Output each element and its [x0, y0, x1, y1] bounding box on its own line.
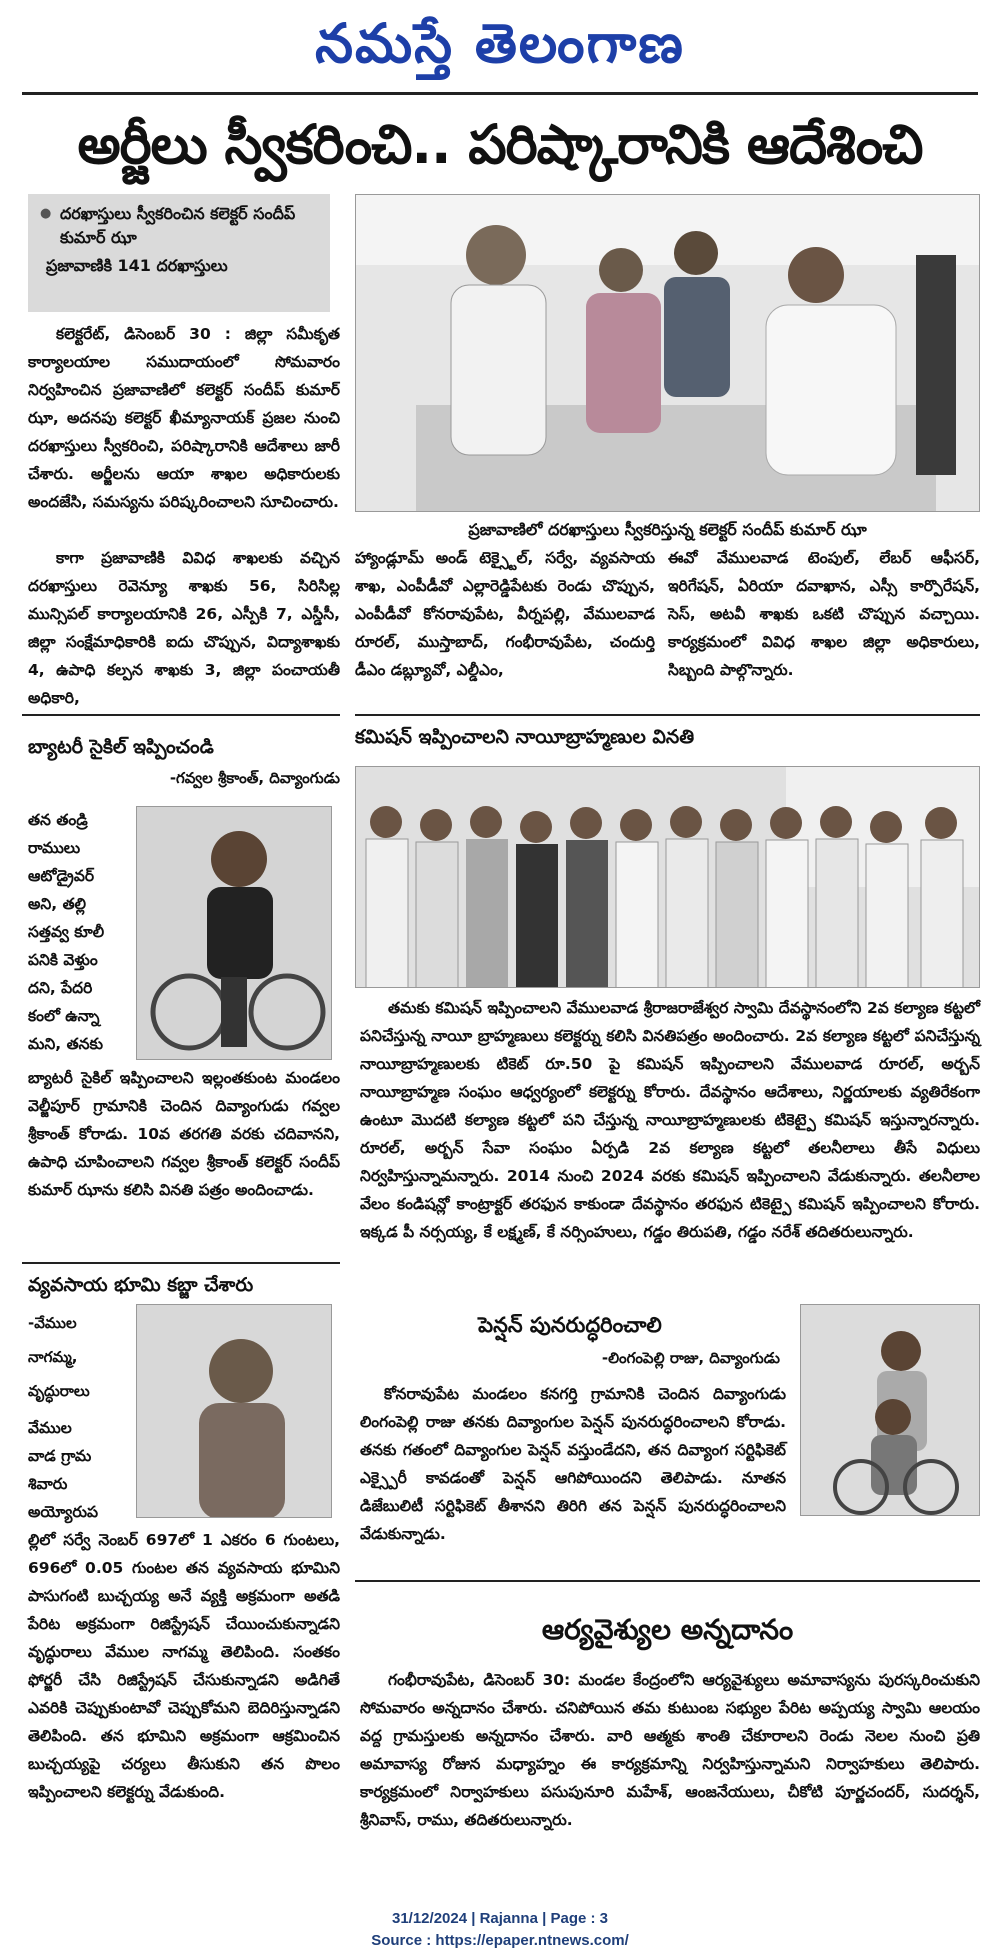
- page-footer: [0, 1908, 1000, 1952]
- pension-byline: -లింగంపెల్లి రాజు, దివ్యాంగుడు: [601, 1349, 780, 1367]
- text-line: అయ్యోరుప: [28, 1503, 98, 1521]
- text-line: నాగమ్మ,: [28, 1348, 78, 1366]
- masthead-logo: నమస్తే తెలంగాణ: [315, 11, 685, 75]
- text-line: తన తండ్రి: [28, 811, 88, 829]
- collector-photo: [355, 194, 980, 512]
- text-line: కంలో ఉన్నా: [28, 1007, 100, 1025]
- text-line: రాములు: [28, 839, 81, 857]
- annadanam-body: గంభీరావుపేట, డిసెంబర్ 30: మండల కేంద్రంలోని ఆర్యవైశ్యులు అమావాస్యను పురస్కరించుకుని సోమవారం అన్నదానం చేశారు. చనిపోయిన తమ కుటుంబ సభ్యుల పేరిట అప్పయ్య స్వామి ఆలయం వద్ద గ్రామస్తులకు అన్నదానం చేశారు. వారి ఆత్మకు శాంతి చేకూరాలని రెండు నెలల నుంచి ప్రతి అమావాస్య రోజున మధ్యాహ్నం ఈ కార్యక్రమాన్ని నిర్వహిస్తున్నామని నిర్వాహకులు తెలిపారు. కార్యక్రమంలో నిర్వాహకులు పసుపునూరి మహేశ్, ఆంజనేయులు, చీకోటి పూర్ణచందర్, సుదర్శన్, శ్రీనివాస్, రాము, తదితరులున్నారు.: [360, 1671, 980, 1829]
- footer-source-line: Source : https://epaper.ntnews.com/: [371, 1932, 629, 1949]
- section-divider: [22, 714, 340, 716]
- text-line: దని, పేదరి: [28, 979, 93, 997]
- text-line: పనికి వెళ్తుం: [28, 951, 98, 969]
- pension-body: కోనరావుపేట మండలం కనగర్తి గ్రామానికి చెందిన దివ్యాంగుడు లింగంపెల్లి రాజు తనకు దివ్యాంగుల పెన్షన్ పునరుద్ధరించాలని కోరాడు. తనకు గతంలో దివ్యాంగుల పెన్షన్ వస్తుండేదని, తన దివ్యాంగ సర్టిఫికెట్ ఎక్స్పైరీ కావడంతో పెన్షన్ ఆగిపోయిందని తెలిపాడు. నూతన డిజేబులిటీ సర్టిఫికెట్ తీశానని తిరిగి తన పెన్షన్ పునరుద్ధరించాలని వేడుకున్నాడు.: [360, 1385, 786, 1543]
- srikanth-photo: [136, 806, 332, 1060]
- text-line: వృద్ధురాలు: [28, 1382, 90, 1400]
- footer-date-line: 31/12/2024 | Rajanna | Page : 3: [391, 1910, 608, 1927]
- pension-title: పెన్షన్ పునరుద్ధరించాలి: [478, 1313, 662, 1337]
- section-divider: [22, 1262, 340, 1264]
- group-photo: [355, 766, 980, 988]
- battery-body: బ్యాటరీ సైకిల్ ఇప్పించాలని ఇల్లంతకుంట మండలం వెల్జీపూర్ గ్రామానికి చెందిన దివ్యాంగుడు గవ్వల శ్రీకాంత్ కోరాడు. 10వ తరగతి వరకు చదివానని, ఉపాధి చూపించాలని గవ్వల శ్రీకాంత్ కలెక్టర్ సందీప్ కుమార్ ఝాను కలిసి వినతి పత్రం అందించాడు.: [28, 1069, 340, 1199]
- land-body: ల్లిలో సర్వే నెంబర్ 697లో 1 ఎకరం 6 గుంటలు, 696లో 0.05 గుంటల తన వ్యవసాయ భూమిని పాసుగంటి బుచ్చయ్య అనే వ్యక్తి అక్రమంగా అతడి పేరిట అక్రమంగా రిజిస్ట్రేషన్ చేయించుకున్నాడని వృద్ధురాలు వేముల నాగమ్మ తెలిపింది. సంతకం ఫోర్జరీ చేసి రిజిస్ట్రేషన్ చేసుకున్నాడని అడిగితే ఎవరికి చెప్పుకుంటావో చెప్పుకోమని బెదిరిస్తున్నాడని తెలిపింది. తన భూమిని అక్రమంగా ఆక్రమించిన బుచ్చయ్యపై చర్యలు తీసుకుని తన పొలం ఇప్పించాలని కలెక్టర్ను వేడుకుంది.: [28, 1531, 340, 1801]
- top-divider: [22, 92, 978, 95]
- annadanam-title: ఆర్యవైశ్యుల అన్నదానం: [541, 1613, 794, 1646]
- text-line: సత్తవ్వ కూలీ: [28, 923, 105, 941]
- section-divider: [355, 714, 980, 716]
- text-line: వాడ గ్రామ: [28, 1447, 92, 1465]
- main-story-col2: హ్యాండ్లూమ్ అండ్ టెక్స్టైల్, సర్వే, వ్యవసాయ శాఖ, ఎంపీడీవో ఎల్లారెడ్డిపేటకు రెండు చొప్పున, ఎంపీడీవో కోనరావుపేట, వీర్నపల్లి, వేములవాడ రూరల్, ముస్తాబాద్, గంభీరావుపేట, చందుర్తి డీఎం డబ్ల్యూవో, ఎల్డీఎం,: [355, 549, 655, 679]
- raju-photo: [800, 1304, 980, 1516]
- main-story-para1: కలెక్టరేట్, డిసెంబర్ 30 : జిల్లా సమీకృత కార్యాలయాల సముదాయంలో సోమవారం నిర్వహించిన ప్రజావాణిలో కలెక్టర్ సందీప్ కుమార్ ఝా, అదనపు కలెక్టర్ ఖీమ్యానాయక్ ప్రజల నుంచి దరఖాస్తులు స్వీకరించి, పరిష్కారానికి ఆదేశాలు జారీ చేశారు. అర్జీలను ఆయా శాఖల అధికారులకు అందజేసి, సమస్యను పరిష్కరించాలని సూచించారు.: [28, 325, 340, 511]
- main-story-col3: ఈవో వేములవాడ టెంపుల్, లేబర్ ఆఫీసర్, ఇరిగేషన్, ఏరియా దవాఖాన, ఎస్సీ కార్పొరేషన్, సెస్, అటవీ శాఖకు ఒకటి చొప్పున వచ్చాయి. కార్యక్రమంలో వివిధ శాఖల జిల్లా అధికారులు, సిబ్బంది పాల్గొన్నారు.: [668, 549, 980, 679]
- nagamma-photo: [136, 1304, 332, 1518]
- land-title: వ్యవసాయ భూమి కబ్జా చేశారు: [28, 1274, 254, 1296]
- text-line: -వేముల: [28, 1314, 77, 1332]
- main-story-para2: కాగా ప్రజావాణికి వివిధ శాఖలకు వచ్చిన దరఖాస్తులు రెవెన్యూ శాఖకు 56, సిరిసిల్ల మున్సిపల్ కార్యాలయానికి 26, ఎస్పీకి 7, ఎస్డీసీ, జిల్లా సంక్షేమాధికారికి ఐదు చొప్పున, విద్యాశాఖకు 4, ఉపాధి కల్పన శాఖకు 3, జిల్లా పంచాయతీ అధికారి,: [28, 549, 340, 707]
- section-divider: [355, 1580, 980, 1582]
- commission-body: తమకు కమిషన్ ఇప్పించాలని వేములవాడ శ్రీరాజరాజేశ్వర స్వామి దేవస్థానంలోని 2వ కల్యాణ కట్టలో పనిచేస్తున్న నాయీ బ్రాహ్మణులు కలెక్టర్ను కలిసి వినతిపత్రం అందించారు. 2వ కల్యాణ కట్టలో పనిచేస్తున్న నాయీబ్రాహ్మణులకు టికెట్ రూ.50 పై కమిషన్ ఇప్పించాలని వేములవాడ రూరల్, అర్బన్ నాయీబ్రాహ్మణ సంఘం ఆధ్వర్యంలో కలెక్టర్ను కోరారు. దేవస్థానం ఆదేశాలు, నిర్ణయాలకు వ్యతిరేకంగా ఉంటూ మొదటి కల్యాణ కట్టలో పని చేస్తున్న నాయీబ్రాహ్మణులకు టికెట్పై కమిషన్ ఇస్తున్నారన్నారు. రూరల్, అర్బన్ సేవా సంఘం ఏర్పడి 2వ కల్యాణ కట్టలో తలనీలాలు తీసే విధులు నిర్వహిస్తున్నామన్నారు. 2014 నుంచి 2024 వరకు కమిషన్ ఇప్పించాలని వేడుకున్నారు. తలనీలాల వేలం కండిషన్లో కాంట్రాక్టర్ తరఫున కాకుండా దేవస్థానం తరఫున టికెట్పై కమిషన్ ఇప్పించాలని కోరారు. ఇక్కడ పీ నర్సయ్య, కే లక్ష్మణ్, కే నర్సింహులు, గడ్డం తిరుపతి, గడ్డం నరేశ్ తదితరులున్నారు.: [360, 999, 980, 1241]
- highlight-item: ప్రజావాణికి 141 దరఖాస్తులు: [46, 256, 228, 275]
- commission-title: కమిషన్ ఇప్పించాలని నాయీబ్రాహ్మణుల వినతి: [355, 726, 695, 748]
- text-line: ఆటోడ్రైవర్: [28, 867, 95, 885]
- text-line: వేముల: [28, 1419, 72, 1437]
- text-line: అని, తల్లి: [28, 895, 86, 913]
- battery-byline: -గవ్వల శ్రీకాంత్, దివ్యాంగుడు: [169, 769, 340, 787]
- main-headline: అర్జీలు స్వీకరించి.. పరిష్కారానికి ఆదేశించి: [77, 113, 923, 176]
- text-line: శివారు: [28, 1475, 68, 1493]
- highlights-box: [28, 194, 330, 312]
- photo-caption: ప్రజావాణిలో దరఖాస్తులు స్వీకరిస్తున్న కలెక్టర్ సందీప్ కుమార్ ఝా: [468, 520, 867, 539]
- battery-narrow-column: [28, 806, 132, 1058]
- battery-title: బ్యాటరీ సైకిల్ ఇప్పించండి: [28, 736, 214, 758]
- text-line: మని, తనకు: [28, 1035, 103, 1053]
- land-byline: [28, 1306, 132, 1408]
- land-narrow-column: [28, 1414, 132, 1526]
- highlight-item: ● దరఖాస్తులు స్వీకరించిన కలెక్టర్ సందీప్ కుమార్ ఝా: [38, 202, 320, 250]
